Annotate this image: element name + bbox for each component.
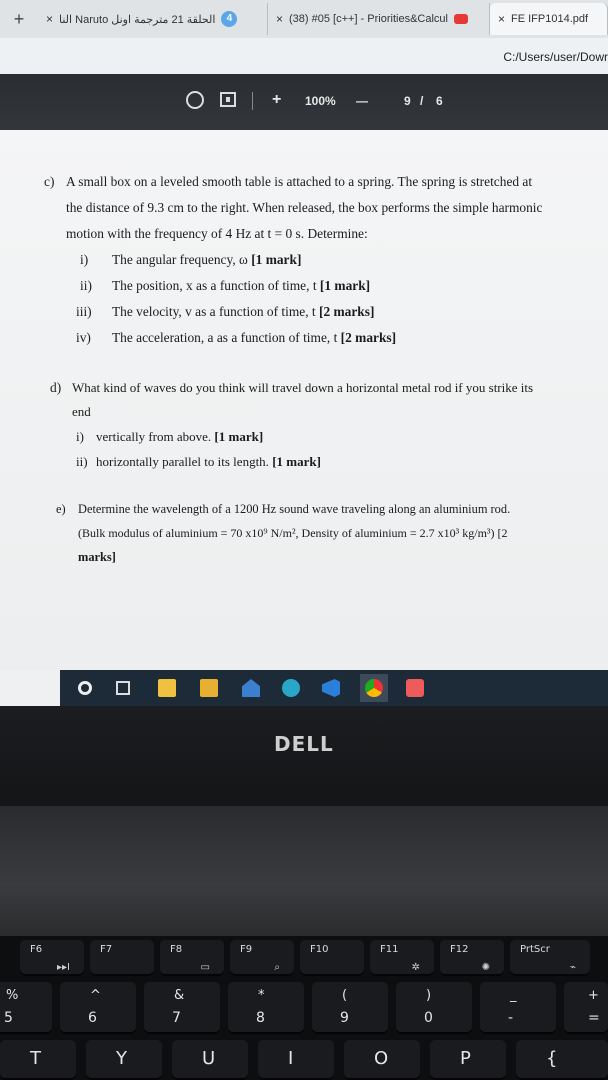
key-9[interactable]: ( 9 <box>312 982 388 1034</box>
page-total: 6 <box>436 94 443 108</box>
subquestion-text: The position, x as a function of time, t [1 mark] <box>112 278 371 293</box>
youtube-icon <box>454 14 468 24</box>
key-minus[interactable]: _ - <box>480 982 556 1034</box>
edge-icon[interactable] <box>282 679 300 697</box>
subquestion-number: ii) <box>80 278 92 293</box>
subquestion-text: vertically from above. [1 mark] <box>96 429 264 444</box>
close-tab-icon[interactable]: × <box>276 12 284 26</box>
close-tab-icon[interactable]: × <box>498 12 506 26</box>
task-view-icon[interactable] <box>116 681 130 695</box>
laptop-hinge <box>0 806 608 936</box>
key-o[interactable]: O <box>344 1040 420 1080</box>
question-d-text: What kind of waves do you think will travel down a horizontal metal rod if you strike its <box>72 380 534 395</box>
subquestion-number: iv) <box>76 330 91 345</box>
key-7[interactable]: & 7 <box>144 982 220 1034</box>
tab-pdf-active[interactable] <box>490 3 608 35</box>
key-equals[interactable]: + = <box>564 982 608 1034</box>
key-f11[interactable]: F11 ✲ <box>370 940 434 976</box>
question-c-text: A small box on a leveled smooth table is attached to a spring. The spring is stretched at <box>66 174 533 189</box>
laptop-bezel <box>0 706 608 806</box>
key-f9[interactable]: F9 ⌕ <box>230 940 294 976</box>
subquestion-number: i) <box>76 429 84 444</box>
key-y[interactable]: Y <box>86 1040 162 1080</box>
page-separator: / <box>420 94 424 108</box>
key-p[interactable]: P <box>430 1040 506 1080</box>
question-d-label: d) <box>50 380 62 395</box>
key-t[interactable]: T <box>0 1040 76 1080</box>
subquestion-text: The velocity, v as a function of time, t [2 marks] <box>112 304 375 319</box>
question-c-text: motion with the frequency of 4 Hz at t = 0 s. Determine: <box>66 226 368 241</box>
toolbar-divider <box>252 92 253 110</box>
tab-naruto[interactable] <box>38 3 268 35</box>
store-icon[interactable] <box>200 679 218 697</box>
subquestion-number: iii) <box>76 304 92 319</box>
tab-cpp-video[interactable] <box>268 3 490 35</box>
app-icon[interactable] <box>406 679 424 697</box>
key-i[interactable]: I <box>258 1040 334 1080</box>
tab-title: (38) #05 [c++] - Priorities&Calcul <box>289 13 448 25</box>
key-left-brace[interactable]: { <box>516 1040 608 1080</box>
pdf-toolbar <box>0 74 608 130</box>
vscode-icon[interactable] <box>322 679 340 697</box>
question-e-text: (Bulk modulus of aluminium = 70 x10⁹ N/m², Density of aluminium = 2.7 x10³ kg/m³) [2 <box>78 526 508 540</box>
keyboard <box>0 936 608 1080</box>
key-5[interactable]: % 5 <box>0 982 52 1034</box>
key-6[interactable]: ^ 6 <box>60 982 136 1034</box>
tab-title: النا Naruto الحلقة 21 مترجمة اونل <box>59 13 216 26</box>
close-tab-icon[interactable]: × <box>46 12 54 26</box>
zoom-in-button[interactable]: + <box>272 91 282 108</box>
key-u[interactable]: U <box>172 1040 248 1080</box>
file-explorer-icon[interactable] <box>158 679 176 697</box>
question-e-text: marks] <box>78 550 116 564</box>
dell-logo: DELL <box>274 732 334 756</box>
question-e-text: Determine the wavelength of a 1200 Hz sound wave traveling along an aluminium rod. <box>78 502 511 516</box>
page-current[interactable]: 9 <box>404 94 411 108</box>
pdf-page <box>0 130 608 670</box>
key-f7[interactable]: F7 <box>90 940 154 976</box>
key-f10[interactable]: F10 <box>300 940 364 976</box>
subquestion-text: The acceleration, a as a function of time, t [2 marks] <box>112 330 397 345</box>
chrome-icon[interactable] <box>365 679 383 697</box>
subquestion-number: i) <box>80 252 89 267</box>
rotate-icon[interactable] <box>186 91 204 109</box>
search-icon[interactable] <box>78 681 92 695</box>
zoom-level: 100% <box>305 94 336 108</box>
key-f6[interactable]: F6 ▸▸I <box>20 940 84 976</box>
fit-page-icon[interactable] <box>220 92 236 107</box>
address-bar[interactable] <box>0 38 608 74</box>
key-f12[interactable]: F12 ✺ <box>440 940 504 976</box>
windows-taskbar <box>60 670 608 706</box>
subquestion-text: The angular frequency, ω [1 mark] <box>112 252 302 267</box>
browser-tab-strip <box>0 0 608 38</box>
key-8[interactable]: * 8 <box>228 982 304 1034</box>
zoom-out-button[interactable]: — <box>356 94 368 108</box>
key-f8[interactable]: F8 ▭ <box>160 940 224 976</box>
question-d-text: end <box>72 404 91 419</box>
new-tab-button[interactable]: + <box>13 8 25 29</box>
question-e-label: e) <box>56 502 66 516</box>
question-c-text: the distance of 9.3 cm to the right. When released, the box performs the simple harmonic <box>66 200 543 215</box>
subquestion-text: horizontally parallel to its length. [1 mark] <box>96 454 321 469</box>
key-prtscr[interactable]: PrtScr ⌁ <box>510 940 590 976</box>
file-path: C:/Users/user/Dowr <box>503 50 608 64</box>
tab-title: FE IFP1014.pdf <box>511 13 589 25</box>
mail-icon[interactable] <box>242 679 260 697</box>
subquestion-number: ii) <box>76 454 88 469</box>
question-c-label: c) <box>44 174 55 189</box>
tab-badge: 4 <box>221 11 237 27</box>
key-0[interactable]: ) 0 <box>396 982 472 1034</box>
